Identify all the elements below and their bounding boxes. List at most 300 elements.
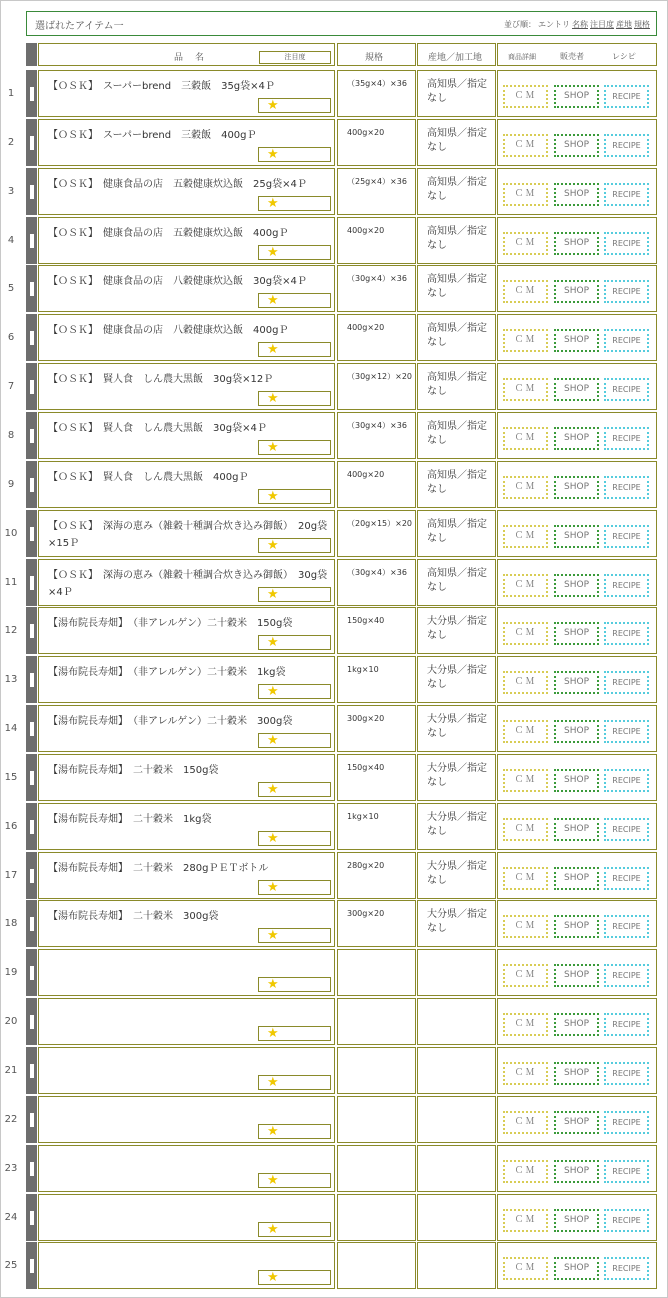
cm-button[interactable]: ＣＭ bbox=[503, 427, 548, 450]
item-name-cell bbox=[38, 1096, 335, 1143]
row-number: 9 bbox=[7, 479, 15, 490]
cm-button[interactable]: ＣＭ bbox=[503, 183, 548, 206]
item-links-cell bbox=[497, 803, 657, 850]
row-number: 21 bbox=[4, 1065, 18, 1076]
item-links-cell bbox=[497, 705, 657, 752]
cm-button[interactable]: ＣＭ bbox=[503, 671, 548, 694]
item-origin: 高知県／指定なし bbox=[427, 519, 487, 544]
row-bar bbox=[26, 656, 37, 703]
row-bar bbox=[26, 510, 37, 557]
recipe-button[interactable]: RECIPE bbox=[604, 85, 649, 108]
star-icon: ★ bbox=[267, 1222, 279, 1237]
item-name-cell bbox=[38, 852, 335, 899]
item-spec: （30g×4）×36 bbox=[347, 274, 407, 283]
star-icon: ★ bbox=[267, 1026, 279, 1041]
item-name-cell bbox=[38, 656, 335, 703]
item-spec: 400g×20 bbox=[347, 226, 385, 235]
item-origin: 高知県／指定なし bbox=[427, 79, 487, 104]
sort-label: 並び順： bbox=[504, 20, 536, 29]
star-icon: ★ bbox=[267, 1075, 279, 1090]
row-number: 14 bbox=[4, 723, 18, 734]
item-name: 【ＯＳＫ】 健康食品の店 五穀健康炊込飯 400gＰ bbox=[48, 228, 289, 239]
table-row bbox=[4, 705, 657, 752]
shop-button[interactable]: SHOP bbox=[554, 622, 599, 645]
row-number: 11 bbox=[4, 577, 18, 588]
row-bar bbox=[26, 559, 37, 606]
item-spec-cell bbox=[337, 803, 416, 850]
shop-button[interactable]: SHOP bbox=[554, 720, 599, 743]
cm-button[interactable]: ＣＭ bbox=[503, 232, 548, 255]
star-icon: ★ bbox=[267, 489, 279, 504]
row-bar bbox=[26, 705, 37, 752]
sort-controls bbox=[504, 19, 650, 30]
recipe-button[interactable]: RECIPE bbox=[604, 915, 649, 938]
item-name-cell bbox=[38, 803, 335, 850]
item-origin-cell bbox=[417, 1047, 496, 1094]
cm-button[interactable]: ＣＭ bbox=[503, 720, 548, 743]
attention-sort-button[interactable]: 注目度 bbox=[259, 51, 331, 64]
recipe-button[interactable]: RECIPE bbox=[604, 1062, 649, 1085]
star-icon: ★ bbox=[267, 293, 279, 308]
sort-option-name[interactable]: 名称 bbox=[572, 20, 588, 29]
item-origin-cell bbox=[417, 461, 496, 508]
attention-rating[interactable] bbox=[258, 98, 331, 113]
cm-button[interactable]: ＣＭ bbox=[503, 1257, 548, 1280]
star-icon: ★ bbox=[267, 342, 279, 357]
item-origin: 大分県／指定なし bbox=[427, 763, 487, 788]
row-bar bbox=[26, 1194, 37, 1241]
attention-rating[interactable] bbox=[258, 831, 331, 846]
star-icon: ★ bbox=[267, 977, 279, 992]
star-icon: ★ bbox=[267, 538, 279, 553]
sort-option-attention[interactable]: 注目度 bbox=[590, 20, 614, 29]
shop-button[interactable]: SHOP bbox=[554, 964, 599, 987]
recipe-button[interactable]: RECIPE bbox=[604, 378, 649, 401]
shop-button[interactable]: SHOP bbox=[554, 1257, 599, 1280]
attention-rating[interactable] bbox=[258, 928, 331, 943]
item-name-cell bbox=[38, 363, 335, 410]
shop-button[interactable]: SHOP bbox=[554, 574, 599, 597]
attention-rating[interactable] bbox=[258, 489, 331, 504]
item-origin-cell bbox=[417, 803, 496, 850]
row-marker bbox=[30, 869, 34, 883]
recipe-button[interactable]: RECIPE bbox=[604, 671, 649, 694]
header-seller-label: 販売者 bbox=[560, 52, 584, 61]
item-spec-cell bbox=[337, 754, 416, 801]
item-origin-cell bbox=[417, 1242, 496, 1289]
attention-rating[interactable] bbox=[258, 1075, 331, 1090]
shop-button[interactable]: SHOP bbox=[554, 280, 599, 303]
item-spec: （30g×4）×36 bbox=[347, 421, 407, 430]
item-name: 【ＯＳＫ】 スーパーbrend 三穀飯 35g袋×4Ｐ bbox=[48, 81, 275, 92]
attention-rating[interactable] bbox=[258, 635, 331, 650]
table-row bbox=[4, 1145, 657, 1192]
row-number: 4 bbox=[7, 235, 15, 246]
recipe-button[interactable]: RECIPE bbox=[604, 1111, 649, 1134]
item-spec-cell bbox=[337, 1047, 416, 1094]
table-row bbox=[7, 363, 657, 410]
sort-option-entry[interactable]: エントリ bbox=[538, 20, 570, 29]
attention-rating[interactable] bbox=[258, 1026, 331, 1041]
item-spec-cell bbox=[337, 70, 416, 117]
item-spec-cell bbox=[337, 168, 416, 215]
attention-rating[interactable] bbox=[258, 684, 331, 699]
attention-rating[interactable] bbox=[258, 245, 331, 260]
shop-button[interactable]: SHOP bbox=[554, 671, 599, 694]
attention-rating[interactable] bbox=[258, 1222, 331, 1237]
cm-button[interactable]: ＣＭ bbox=[503, 378, 548, 401]
table-row bbox=[4, 900, 657, 947]
row-number: 13 bbox=[4, 674, 18, 685]
item-spec-cell bbox=[337, 1145, 416, 1192]
attention-rating[interactable] bbox=[258, 1124, 331, 1139]
cm-button[interactable]: ＣＭ bbox=[503, 329, 548, 352]
recipe-button[interactable]: RECIPE bbox=[604, 622, 649, 645]
row-bar bbox=[26, 265, 37, 312]
star-icon: ★ bbox=[267, 391, 279, 406]
shop-button[interactable]: SHOP bbox=[554, 1062, 599, 1085]
item-name: 【ＯＳＫ】 健康食品の店 五穀健康炊込飯 25g袋×4Ｐ bbox=[48, 179, 307, 190]
cm-button[interactable]: ＣＭ bbox=[503, 85, 548, 108]
table-row bbox=[7, 412, 657, 459]
table-row bbox=[7, 461, 657, 508]
item-links-cell bbox=[497, 510, 657, 557]
row-marker bbox=[30, 1113, 34, 1127]
row-bar bbox=[26, 1145, 37, 1192]
row-bar bbox=[26, 217, 37, 264]
item-links-cell bbox=[497, 265, 657, 312]
row-marker bbox=[30, 234, 34, 248]
recipe-button[interactable]: RECIPE bbox=[604, 280, 649, 303]
item-origin-cell bbox=[417, 363, 496, 410]
recipe-button[interactable]: RECIPE bbox=[604, 818, 649, 841]
item-name: 【湯布院長寿畑】 （非アレルゲン）二十穀米 1kg袋 bbox=[48, 667, 286, 678]
recipe-button[interactable]: RECIPE bbox=[604, 476, 649, 499]
cm-button[interactable]: ＣＭ bbox=[503, 1062, 548, 1085]
cm-button[interactable]: ＣＭ bbox=[503, 867, 548, 890]
row-marker bbox=[30, 1259, 34, 1273]
item-name: 【ＯＳＫ】 深海の恵み（雑穀十種調合炊き込み御飯） 20g袋×15Ｐ bbox=[48, 521, 328, 549]
star-icon: ★ bbox=[267, 245, 279, 260]
item-name-cell bbox=[38, 559, 335, 606]
item-origin-cell bbox=[417, 900, 496, 947]
header-name-cell bbox=[38, 43, 335, 66]
item-origin-cell bbox=[417, 949, 496, 996]
item-name: 【ＯＳＫ】 健康食品の店 八穀健康炊込飯 30g袋×4Ｐ bbox=[48, 276, 307, 287]
shop-button[interactable]: SHOP bbox=[554, 134, 599, 157]
item-origin-cell bbox=[417, 559, 496, 606]
shop-button[interactable]: SHOP bbox=[554, 378, 599, 401]
row-marker bbox=[30, 87, 34, 101]
recipe-button[interactable]: RECIPE bbox=[604, 525, 649, 548]
item-spec-cell bbox=[337, 949, 416, 996]
item-origin: 大分県／指定なし bbox=[427, 861, 487, 886]
table-row bbox=[4, 510, 657, 557]
shop-button[interactable]: SHOP bbox=[554, 232, 599, 255]
item-origin: 高知県／指定なし bbox=[427, 568, 487, 593]
shop-button[interactable]: SHOP bbox=[554, 476, 599, 499]
recipe-button[interactable]: RECIPE bbox=[604, 964, 649, 987]
item-links-cell bbox=[497, 559, 657, 606]
recipe-button[interactable]: RECIPE bbox=[604, 232, 649, 255]
recipe-button[interactable]: RECIPE bbox=[604, 769, 649, 792]
attention-rating[interactable] bbox=[258, 1270, 331, 1285]
attention-rating[interactable] bbox=[258, 587, 331, 602]
item-name-cell bbox=[38, 607, 335, 654]
row-number: 24 bbox=[4, 1212, 18, 1223]
row-number: 15 bbox=[4, 772, 18, 783]
row-bar bbox=[26, 314, 37, 361]
item-spec-cell bbox=[337, 412, 416, 459]
header-recipe-label: レシピ bbox=[612, 52, 636, 61]
row-bar bbox=[26, 803, 37, 850]
table-row bbox=[4, 559, 657, 606]
star-icon: ★ bbox=[267, 928, 279, 943]
header-spec-cell bbox=[337, 43, 416, 66]
item-spec: 1kg×10 bbox=[347, 665, 379, 674]
table-row bbox=[7, 314, 657, 361]
star-icon: ★ bbox=[267, 587, 279, 602]
item-spec-cell bbox=[337, 1194, 416, 1241]
table-row bbox=[4, 607, 657, 654]
star-icon: ★ bbox=[267, 196, 279, 211]
item-links-cell bbox=[497, 852, 657, 899]
item-links-cell bbox=[497, 168, 657, 215]
row-number: 22 bbox=[4, 1114, 18, 1125]
header-bar bbox=[26, 43, 37, 66]
table-row bbox=[4, 998, 657, 1045]
recipe-button[interactable]: RECIPE bbox=[604, 574, 649, 597]
recipe-button[interactable]: RECIPE bbox=[604, 427, 649, 450]
item-spec: 150g×40 bbox=[347, 616, 385, 625]
item-spec: （25g×4）×36 bbox=[347, 177, 407, 186]
recipe-button[interactable]: RECIPE bbox=[604, 134, 649, 157]
item-name: 【湯布院長寿畑】 二十穀米 280gＰＥＴボトル bbox=[48, 863, 269, 874]
item-origin: 大分県／指定なし bbox=[427, 812, 487, 837]
row-marker bbox=[30, 1015, 34, 1029]
item-origin: 大分県／指定なし bbox=[427, 909, 487, 934]
item-name-cell bbox=[38, 461, 335, 508]
item-origin-cell bbox=[417, 1145, 496, 1192]
recipe-button[interactable]: RECIPE bbox=[604, 867, 649, 890]
shop-button[interactable]: SHOP bbox=[554, 818, 599, 841]
item-name: 【ＯＳＫ】 スーパーbrend 三穀飯 400gＰ bbox=[48, 130, 257, 141]
recipe-button[interactable]: RECIPE bbox=[604, 1160, 649, 1183]
item-name-cell bbox=[38, 119, 335, 166]
header-links-cell bbox=[497, 43, 657, 66]
item-spec: （35g×4）×36 bbox=[347, 79, 407, 88]
cm-button[interactable]: ＣＭ bbox=[503, 1160, 548, 1183]
attention-rating[interactable] bbox=[258, 782, 331, 797]
item-name: 【湯布院長寿畑】 二十穀米 150g袋 bbox=[48, 765, 219, 776]
row-bar bbox=[26, 754, 37, 801]
item-links-cell bbox=[497, 119, 657, 166]
item-name-cell bbox=[38, 705, 335, 752]
item-origin-cell bbox=[417, 265, 496, 312]
row-number: 7 bbox=[7, 381, 15, 392]
row-marker bbox=[30, 1162, 34, 1176]
item-origin: 高知県／指定なし bbox=[427, 177, 487, 202]
shop-button[interactable]: SHOP bbox=[554, 1111, 599, 1134]
item-spec-cell bbox=[337, 559, 416, 606]
table-row bbox=[7, 119, 657, 166]
item-origin: 高知県／指定なし bbox=[427, 226, 487, 251]
cm-button[interactable]: ＣＭ bbox=[503, 574, 548, 597]
row-marker bbox=[30, 478, 34, 492]
item-links-cell bbox=[497, 412, 657, 459]
sort-option-origin[interactable]: 産地 bbox=[616, 20, 632, 29]
recipe-button[interactable]: RECIPE bbox=[604, 1257, 649, 1280]
cm-button[interactable]: ＣＭ bbox=[503, 1111, 548, 1134]
cm-button[interactable]: ＣＭ bbox=[503, 1013, 548, 1036]
item-links-cell bbox=[497, 1194, 657, 1241]
shop-button[interactable]: SHOP bbox=[554, 769, 599, 792]
table-row bbox=[7, 70, 657, 117]
cm-button[interactable]: ＣＭ bbox=[503, 134, 548, 157]
item-links-cell bbox=[497, 1242, 657, 1289]
item-name: 【ＯＳＫ】 賢人食 しん農大黒飯 30g袋×12Ｐ bbox=[48, 374, 274, 385]
star-icon: ★ bbox=[267, 880, 279, 895]
row-number: 5 bbox=[7, 283, 15, 294]
item-name-cell bbox=[38, 168, 335, 215]
cm-button[interactable]: ＣＭ bbox=[503, 818, 548, 841]
row-bar bbox=[26, 1047, 37, 1094]
attention-rating[interactable] bbox=[258, 147, 331, 162]
row-number: 16 bbox=[4, 821, 18, 832]
attention-rating[interactable] bbox=[258, 538, 331, 553]
item-spec: （30g×12）×20 bbox=[347, 372, 413, 381]
item-origin: 大分県／指定なし bbox=[427, 665, 487, 690]
item-links-cell bbox=[497, 1145, 657, 1192]
item-spec-cell bbox=[337, 363, 416, 410]
item-origin-cell bbox=[417, 998, 496, 1045]
star-icon: ★ bbox=[267, 440, 279, 455]
item-spec-cell bbox=[337, 217, 416, 264]
item-name-cell bbox=[38, 900, 335, 947]
attention-rating[interactable] bbox=[258, 293, 331, 308]
item-origin: 高知県／指定なし bbox=[427, 372, 487, 397]
shop-button[interactable]: SHOP bbox=[554, 427, 599, 450]
row-marker bbox=[30, 966, 34, 980]
star-icon: ★ bbox=[267, 831, 279, 846]
item-origin-cell bbox=[417, 1096, 496, 1143]
row-marker bbox=[30, 1211, 34, 1225]
recipe-button[interactable]: RECIPE bbox=[604, 183, 649, 206]
item-origin-cell bbox=[417, 168, 496, 215]
item-spec-cell bbox=[337, 265, 416, 312]
cm-button[interactable]: ＣＭ bbox=[503, 622, 548, 645]
cm-button[interactable]: ＣＭ bbox=[503, 964, 548, 987]
sort-option-spec[interactable]: 規格 bbox=[634, 20, 650, 29]
item-links-cell bbox=[497, 656, 657, 703]
item-name: 【ＯＳＫ】 健康食品の店 八穀健康炊込飯 400gＰ bbox=[48, 325, 289, 336]
recipe-button[interactable]: RECIPE bbox=[604, 1013, 649, 1036]
row-marker bbox=[30, 1064, 34, 1078]
row-number: 20 bbox=[4, 1016, 18, 1027]
recipe-button[interactable]: RECIPE bbox=[604, 1209, 649, 1232]
table-row bbox=[4, 656, 657, 703]
shop-button[interactable]: SHOP bbox=[554, 1160, 599, 1183]
row-number: 8 bbox=[7, 430, 15, 441]
cm-button[interactable]: ＣＭ bbox=[503, 525, 548, 548]
item-origin-cell bbox=[417, 705, 496, 752]
shop-button[interactable]: SHOP bbox=[554, 329, 599, 352]
item-spec-cell bbox=[337, 900, 416, 947]
row-bar bbox=[26, 119, 37, 166]
item-links-cell bbox=[497, 217, 657, 264]
cm-button[interactable]: ＣＭ bbox=[503, 280, 548, 303]
star-icon: ★ bbox=[267, 733, 279, 748]
recipe-button[interactable]: RECIPE bbox=[604, 720, 649, 743]
star-icon: ★ bbox=[267, 98, 279, 113]
item-name: 【ＯＳＫ】 深海の恵み（雑穀十種調合炊き込み御飯） 30g袋×4Ｐ bbox=[48, 570, 328, 598]
star-icon: ★ bbox=[267, 635, 279, 650]
star-icon: ★ bbox=[267, 1270, 279, 1285]
shop-button[interactable]: SHOP bbox=[554, 1013, 599, 1036]
row-number: 23 bbox=[4, 1163, 18, 1174]
row-marker bbox=[30, 624, 34, 638]
row-bar bbox=[26, 461, 37, 508]
item-spec-cell bbox=[337, 510, 416, 557]
row-number: 2 bbox=[7, 137, 15, 148]
star-icon: ★ bbox=[267, 1173, 279, 1188]
attention-rating[interactable] bbox=[258, 342, 331, 357]
row-marker bbox=[30, 136, 34, 150]
row-bar bbox=[26, 1242, 37, 1289]
table-row bbox=[4, 754, 657, 801]
item-origin-cell bbox=[417, 119, 496, 166]
item-spec: （20g×15）×20 bbox=[347, 519, 413, 528]
item-name-cell bbox=[38, 314, 335, 361]
item-origin-cell bbox=[417, 852, 496, 899]
header-origin-cell bbox=[417, 43, 496, 66]
table-row bbox=[4, 1242, 657, 1289]
row-bar bbox=[26, 1096, 37, 1143]
shop-button[interactable]: SHOP bbox=[554, 525, 599, 548]
attention-rating[interactable] bbox=[258, 391, 331, 406]
shop-button[interactable]: SHOP bbox=[554, 85, 599, 108]
item-origin: 大分県／指定なし bbox=[427, 714, 487, 739]
attention-rating[interactable] bbox=[258, 196, 331, 211]
row-bar bbox=[26, 998, 37, 1045]
attention-rating[interactable] bbox=[258, 880, 331, 895]
shop-button[interactable]: SHOP bbox=[554, 1209, 599, 1232]
attention-rating[interactable] bbox=[258, 733, 331, 748]
header-spec-label: 規格 bbox=[365, 53, 384, 63]
shop-button[interactable]: SHOP bbox=[554, 867, 599, 890]
item-spec: 300g×20 bbox=[347, 909, 385, 918]
attention-rating[interactable] bbox=[258, 1173, 331, 1188]
row-marker bbox=[30, 331, 34, 345]
row-marker bbox=[30, 820, 34, 834]
item-spec-cell bbox=[337, 314, 416, 361]
row-bar bbox=[26, 363, 37, 410]
row-bar bbox=[26, 852, 37, 899]
shop-button[interactable]: SHOP bbox=[554, 183, 599, 206]
row-marker bbox=[30, 282, 34, 296]
row-marker bbox=[30, 185, 34, 199]
attention-rating[interactable] bbox=[258, 977, 331, 992]
attention-rating[interactable] bbox=[258, 440, 331, 455]
cm-button[interactable]: ＣＭ bbox=[503, 769, 548, 792]
shop-button[interactable]: SHOP bbox=[554, 915, 599, 938]
cm-button[interactable]: ＣＭ bbox=[503, 476, 548, 499]
table-row bbox=[7, 217, 657, 264]
row-bar bbox=[26, 168, 37, 215]
cm-button[interactable]: ＣＭ bbox=[503, 915, 548, 938]
cm-button[interactable]: ＣＭ bbox=[503, 1209, 548, 1232]
recipe-button[interactable]: RECIPE bbox=[604, 329, 649, 352]
